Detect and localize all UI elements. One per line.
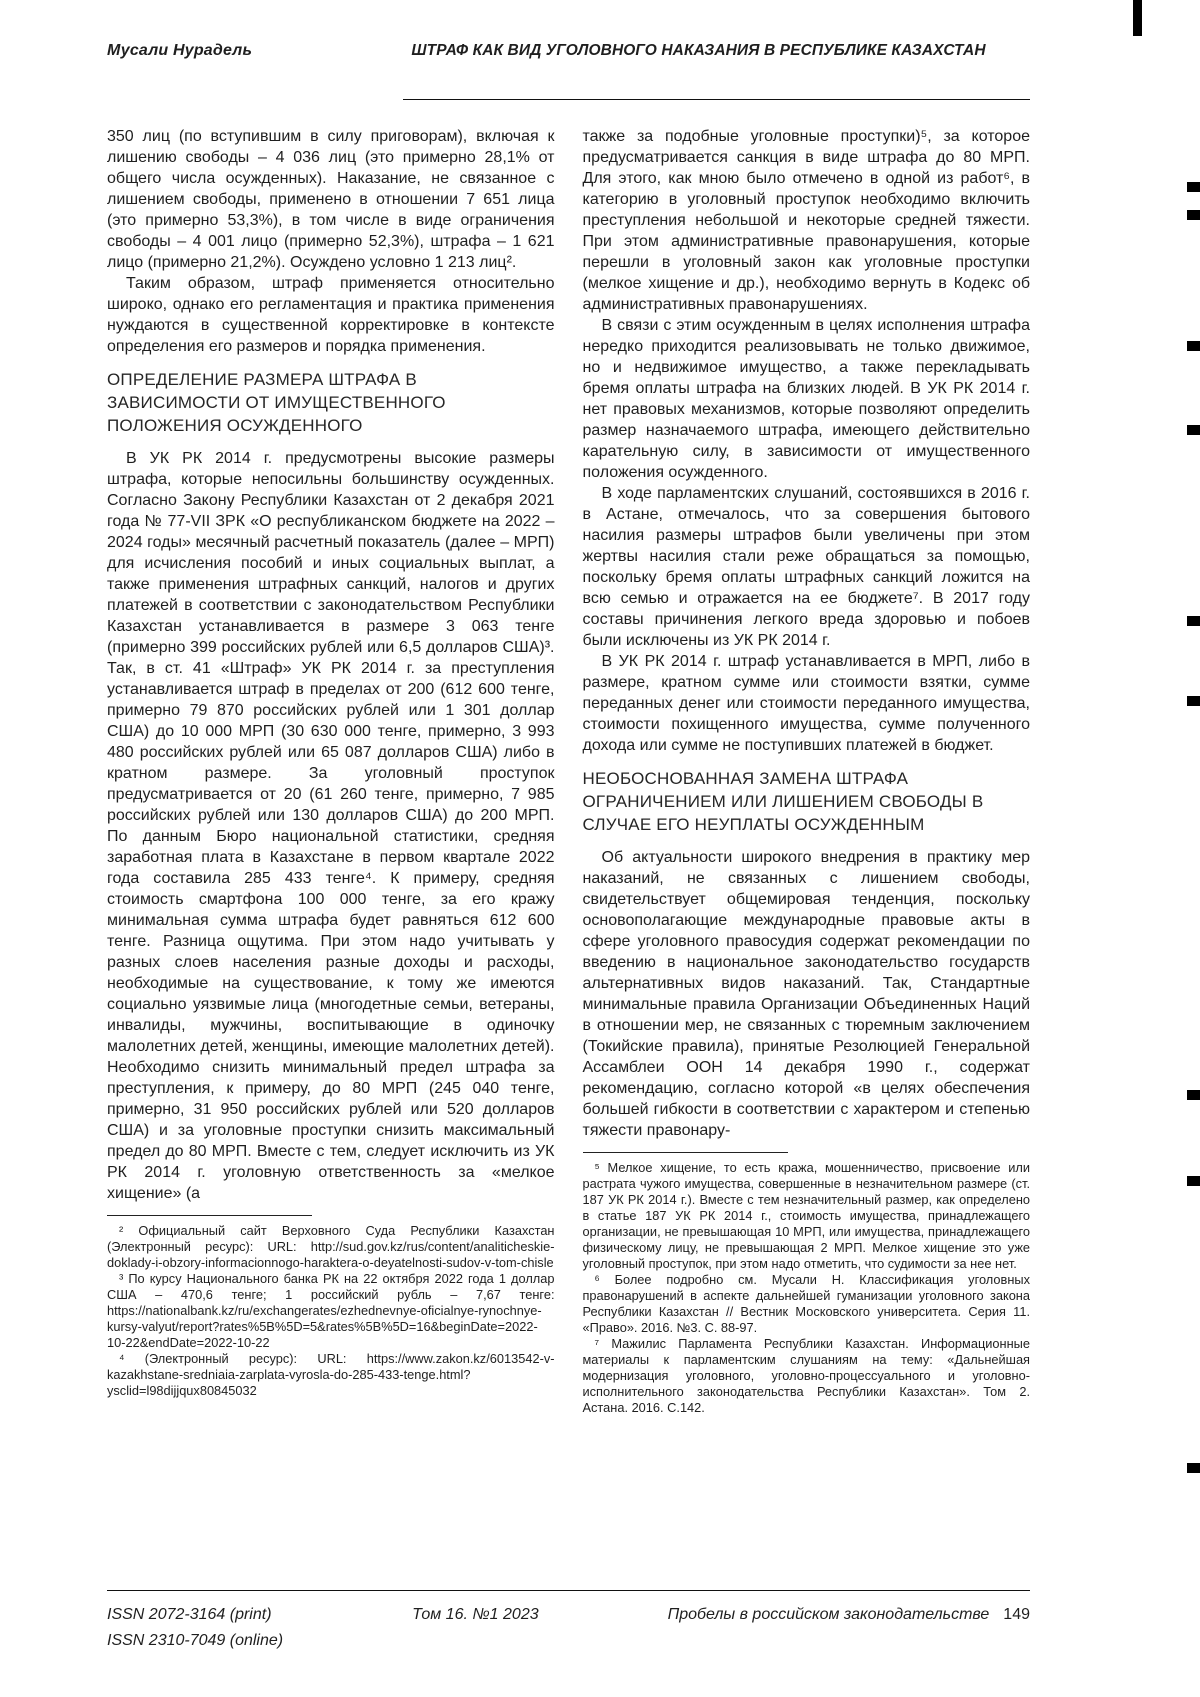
print-mark: [1133, 0, 1142, 36]
paragraph: В связи с этим осужденным в целях исполнения штрафа нередко приходится реализовывать не только движимое, но и недвижимое имущество, а также перекладывать бремя оплаты штрафа на близких людей. В УК РК 2014 г. нет правовых механизмов, которые позволяют определить размер назначаемого штрафа, имеющего действительно карательную силу, в зависимости от имущественного положения осужденного.: [582, 317, 1030, 481]
journal-name: Пробелы в российском законодательстве: [667, 1606, 990, 1623]
left-column: [107, 126, 555, 1416]
paragraph: Таким образом, штраф применяется относительно широко, однако его регламентация и практика применения нуждаются в существенной корректировке в контексте определения его размеров и порядка применения.: [107, 275, 555, 355]
print-mark: [1187, 616, 1200, 626]
footnote: ⁶ Более подробно см. Мусали Н. Классификация уголовных правонарушений в аспекте дальнейшей гуманизации уголовного закона Республики Казахстан // Вестник Московского университета. Серия 11. «Право». 2016. №3. С. 88-97.: [582, 1272, 1030, 1335]
footnote: ³ По курсу Национального банка РК на 22 октября 2022 года 1 доллар США – 470,6 тенге; 1 российский рубль – 7,67 тенге: https://nationalbank.kz/ru/exchangerates/ezhednevnye-oficialnye-rynochnye-kursy-valyut/report?rates%5B%5D=5&rates%5B%5D=16&beginDate=2022-10-22&endDate=2022-10-22: [107, 1271, 555, 1350]
page-header: [107, 42, 1030, 60]
section-heading: НЕОБОСНОВАННАЯ ЗАМЕНА ШТРАФА ОГРАНИЧЕНИЕМ ИЛИ ЛИШЕНИЕМ СВОБОДЫ В СЛУЧАЕ ЕГО НЕУПЛАТЫ ОСУЖДЕННЫМ: [582, 769, 984, 834]
paragraph: В ходе парламентских слушаний, состоявшихся в 2016 г. в Астане, отмечалось, что за совершения бытового насилия размеры штрафов были увеличены при этом жертвы насилия стали реже обращаться за помощью, поскольку бремя оплаты штрафных санкций ложится на всю семью и отражается на ее бюджете⁷. В 2017 году составы причинения легкого вреда здоровью и побоев были исключены из УК РК 2014 г.: [582, 485, 1030, 649]
footnote: ⁷ Мажилис Парламента Республики Казахстан. Информационные материалы к парламентским слушаниям на тему: «Дальнейшая модернизация уголовного, уголовно-процессуального и уголовно-исполнительного законодательства Республики Казахстан». Том 2. Астана. 2016. С.142.: [582, 1336, 1030, 1415]
page-number: 149: [1003, 1606, 1030, 1623]
print-mark: [1187, 210, 1200, 220]
author-name: Мусали Нурадель: [107, 42, 253, 59]
volume-info: Том 16. №1 2023: [412, 1606, 539, 1623]
header-rule: [403, 99, 1030, 100]
paragraph: Об актуальности широкого внедрения в практику мер наказаний, не связанных с лишением свободы, свидетельствует общемировая тенденция, поскольку основополагающие международные правовые акты в сфере уголовного правосудия содержат рекомендации по введению в национальное законодательство государств альтернативных видов наказаний. Так, Стандартные минимальные правила Организации Объединенных Наций в отношении мер, не связанных с тюремным заключением (Токийские правила), принятые Резолюцией Генеральной Ассамблеи ООН 14 декабря 1990 г., содержат рекомендацию, согласно которой «в целях обеспечения большей гибкости в соответствии с характером и степенью тяжести правонару-: [582, 849, 1030, 1139]
paragraph: также за подобные уголовные проступки)⁵, за которое предусматривается санкция в виде штрафа до 80 МРП. Для этого, как мною было отмечено в одной из работ⁶, в категорию в уголовный проступок необходимо включить преступления небольшой и некоторые средней тяжести. При этом административные правонарушения, которые перешли в уголовный закон как уголовные проступки (мелкое хищение и др.), необходимо вернуть в Кодекс об административных правонарушениях.: [582, 128, 1030, 313]
footnote: ² Официальный сайт Верховного Суда Республики Казахстан (Электронный ресурс): URL: http://sud.gov.kz/rus/content/analiticheskie-doklady-i-obzory-informacionnogo-haraktera-o-deyatelnosti-sudov-v-tom-chisle: [107, 1223, 555, 1270]
print-mark: [1187, 1090, 1200, 1100]
article-title: ШТРАФ КАК ВИД УГОЛОВНОГО НАКАЗАНИЯ В РЕСПУБЛИКЕ КАЗАХСТАН: [411, 42, 986, 59]
issn-block: [107, 1602, 283, 1654]
footnote-separator: [583, 1152, 788, 1153]
issn-online: ISSN 2310-7049 (online): [107, 1632, 284, 1649]
footnote-separator: [107, 1215, 312, 1216]
page-footer: [107, 1602, 1030, 1654]
article-body: [107, 126, 1030, 1416]
print-mark: [1187, 1176, 1200, 1186]
print-mark: [1187, 696, 1200, 706]
print-mark: [1187, 425, 1200, 435]
paragraph: 350 лиц (по вступившим в силу приговорам), включая к лишению свободы – 4 036 лиц (это примерно 28,1% от общего числа осужденных). Наказание, не связанное с лишением свободы, применено в отношении 7 651 лица (это примерно 53,3%), в том числе в виде ограничения свободы – 4 001 лицо (примерно 52,3%), штрафа – 1 621 лицо (примерно 21,2%). Осуждено условно 1 213 лиц².: [107, 128, 555, 271]
paragraph: В УК РК 2014 г. штраф устанавливается в МРП, либо в размере, кратном сумме или стоимости взятки, сумме переданных денег или стоимости переданного имущества, стоимости похищенного имущества, сумме полученного дохода или сумме не поступивших платежей в бюджет.: [582, 653, 1030, 754]
section-heading: ОПРЕДЕЛЕНИЕ РАЗМЕРА ШТРАФА В ЗАВИСИМОСТИ ОТ ИМУЩЕСТВЕННОГО ПОЛОЖЕНИЯ ОСУЖДЕННОГО: [107, 370, 446, 435]
print-mark: [1187, 1463, 1200, 1473]
footnote: ⁴ (Электронный ресурс): URL: https://www.zakon.kz/6013542-v-kazakhstane-sredniaia-zarplata-vyrosla-do-285-433-tenge.html?ysclid=l98dijjqux80845032: [107, 1351, 555, 1398]
footer-rule: [107, 1590, 1030, 1591]
print-mark: [1187, 341, 1200, 351]
paragraph: В УК РК 2014 г. предусмотрены высокие размеры штрафа, которые непосильны большинству осужденных. Согласно Закону Республики Казахстан от 2 декабря 2021 года № 77-VII ЗРК «О республиканском бюджете на 2022 – 2024 годы» месячный расчетный показатель (далее – МРП) для исчисления пособий и иных социальных выплат, а также применения штрафных санкций, налогов и других платежей в соответствии с законодательством Республики Казахстан устанавливается в размере 3 063 тенге (примерно 399 российских рублей или 6,5 долларов США)³. Так, в ст. 41 «Штраф» УК РК 2014 г. за преступления устанавливается штраф в пределах от 200 (612 600 тенге, примерно 79 870 российских рублей или 1 301 доллар США) до 10 000 МРП (30 630 000 тенге, примерно, 3 993 480 российских рублей или 65 087 долларов США) либо в кратном размере. За уголовный проступок предусматривается от 20 (61 260 тенге, примерно, 7 985 российских рублей или 130 долларов США) до 200 МРП. По данным Бюро национальной статистики, средняя заработная плата в Казахстане в первом квартале 2022 года составила 285 433 тенге⁴. К примеру, средняя стоимость смартфона 100 000 тенге, за его кражу минимальная сумма штрафа будет равняться 612 600 тенге. Разница ощутима. При этом надо учитывать у разных слоев населения разные доходы и расходы, необходимые на существование, к тому же имеются социально уязвимые лица (многодетные семьи, ветераны, инвалиды, мужчины, воспитывающие в одиночку малолетних детей, женщины, имеющие малолетних детей). Необходимо снизить минимальный предел штрафа за преступления, к примеру, до 80 МРП (245 040 тенге, примерно, 31 950 российских рублей или 520 долларов США) и за уголовные проступки снизить максимальный предел до 80 МРП. Вместе с тем, следует исключить из УК РК 2014 г. уголовную ответственность за «мелкое хищение» (а: [107, 450, 555, 1202]
journal-block: [668, 1602, 1030, 1628]
footnote: ⁵ Мелкое хищение, то есть кража, мошенничество, присвоение или растрата чужого имущества, совершенные в незначительном размере (ст. 187 УК РК 2014 г.). Вместе с тем незначительный размер, как определено в статье 187 УК РК 2014 г., стоимость имущества, принадлежащего организации, не превышающая 10 МРП, или имущества, принадлежащего физическому лицу, не превышающая 2 МРП. Мелкое хищение это уже уголовный проступок, при этом надо отметить, что судимости за нее нет.: [582, 1160, 1030, 1271]
right-column: [583, 126, 1031, 1416]
print-mark: [1187, 182, 1200, 192]
issn-print: ISSN 2072-3164 (print): [107, 1606, 272, 1623]
